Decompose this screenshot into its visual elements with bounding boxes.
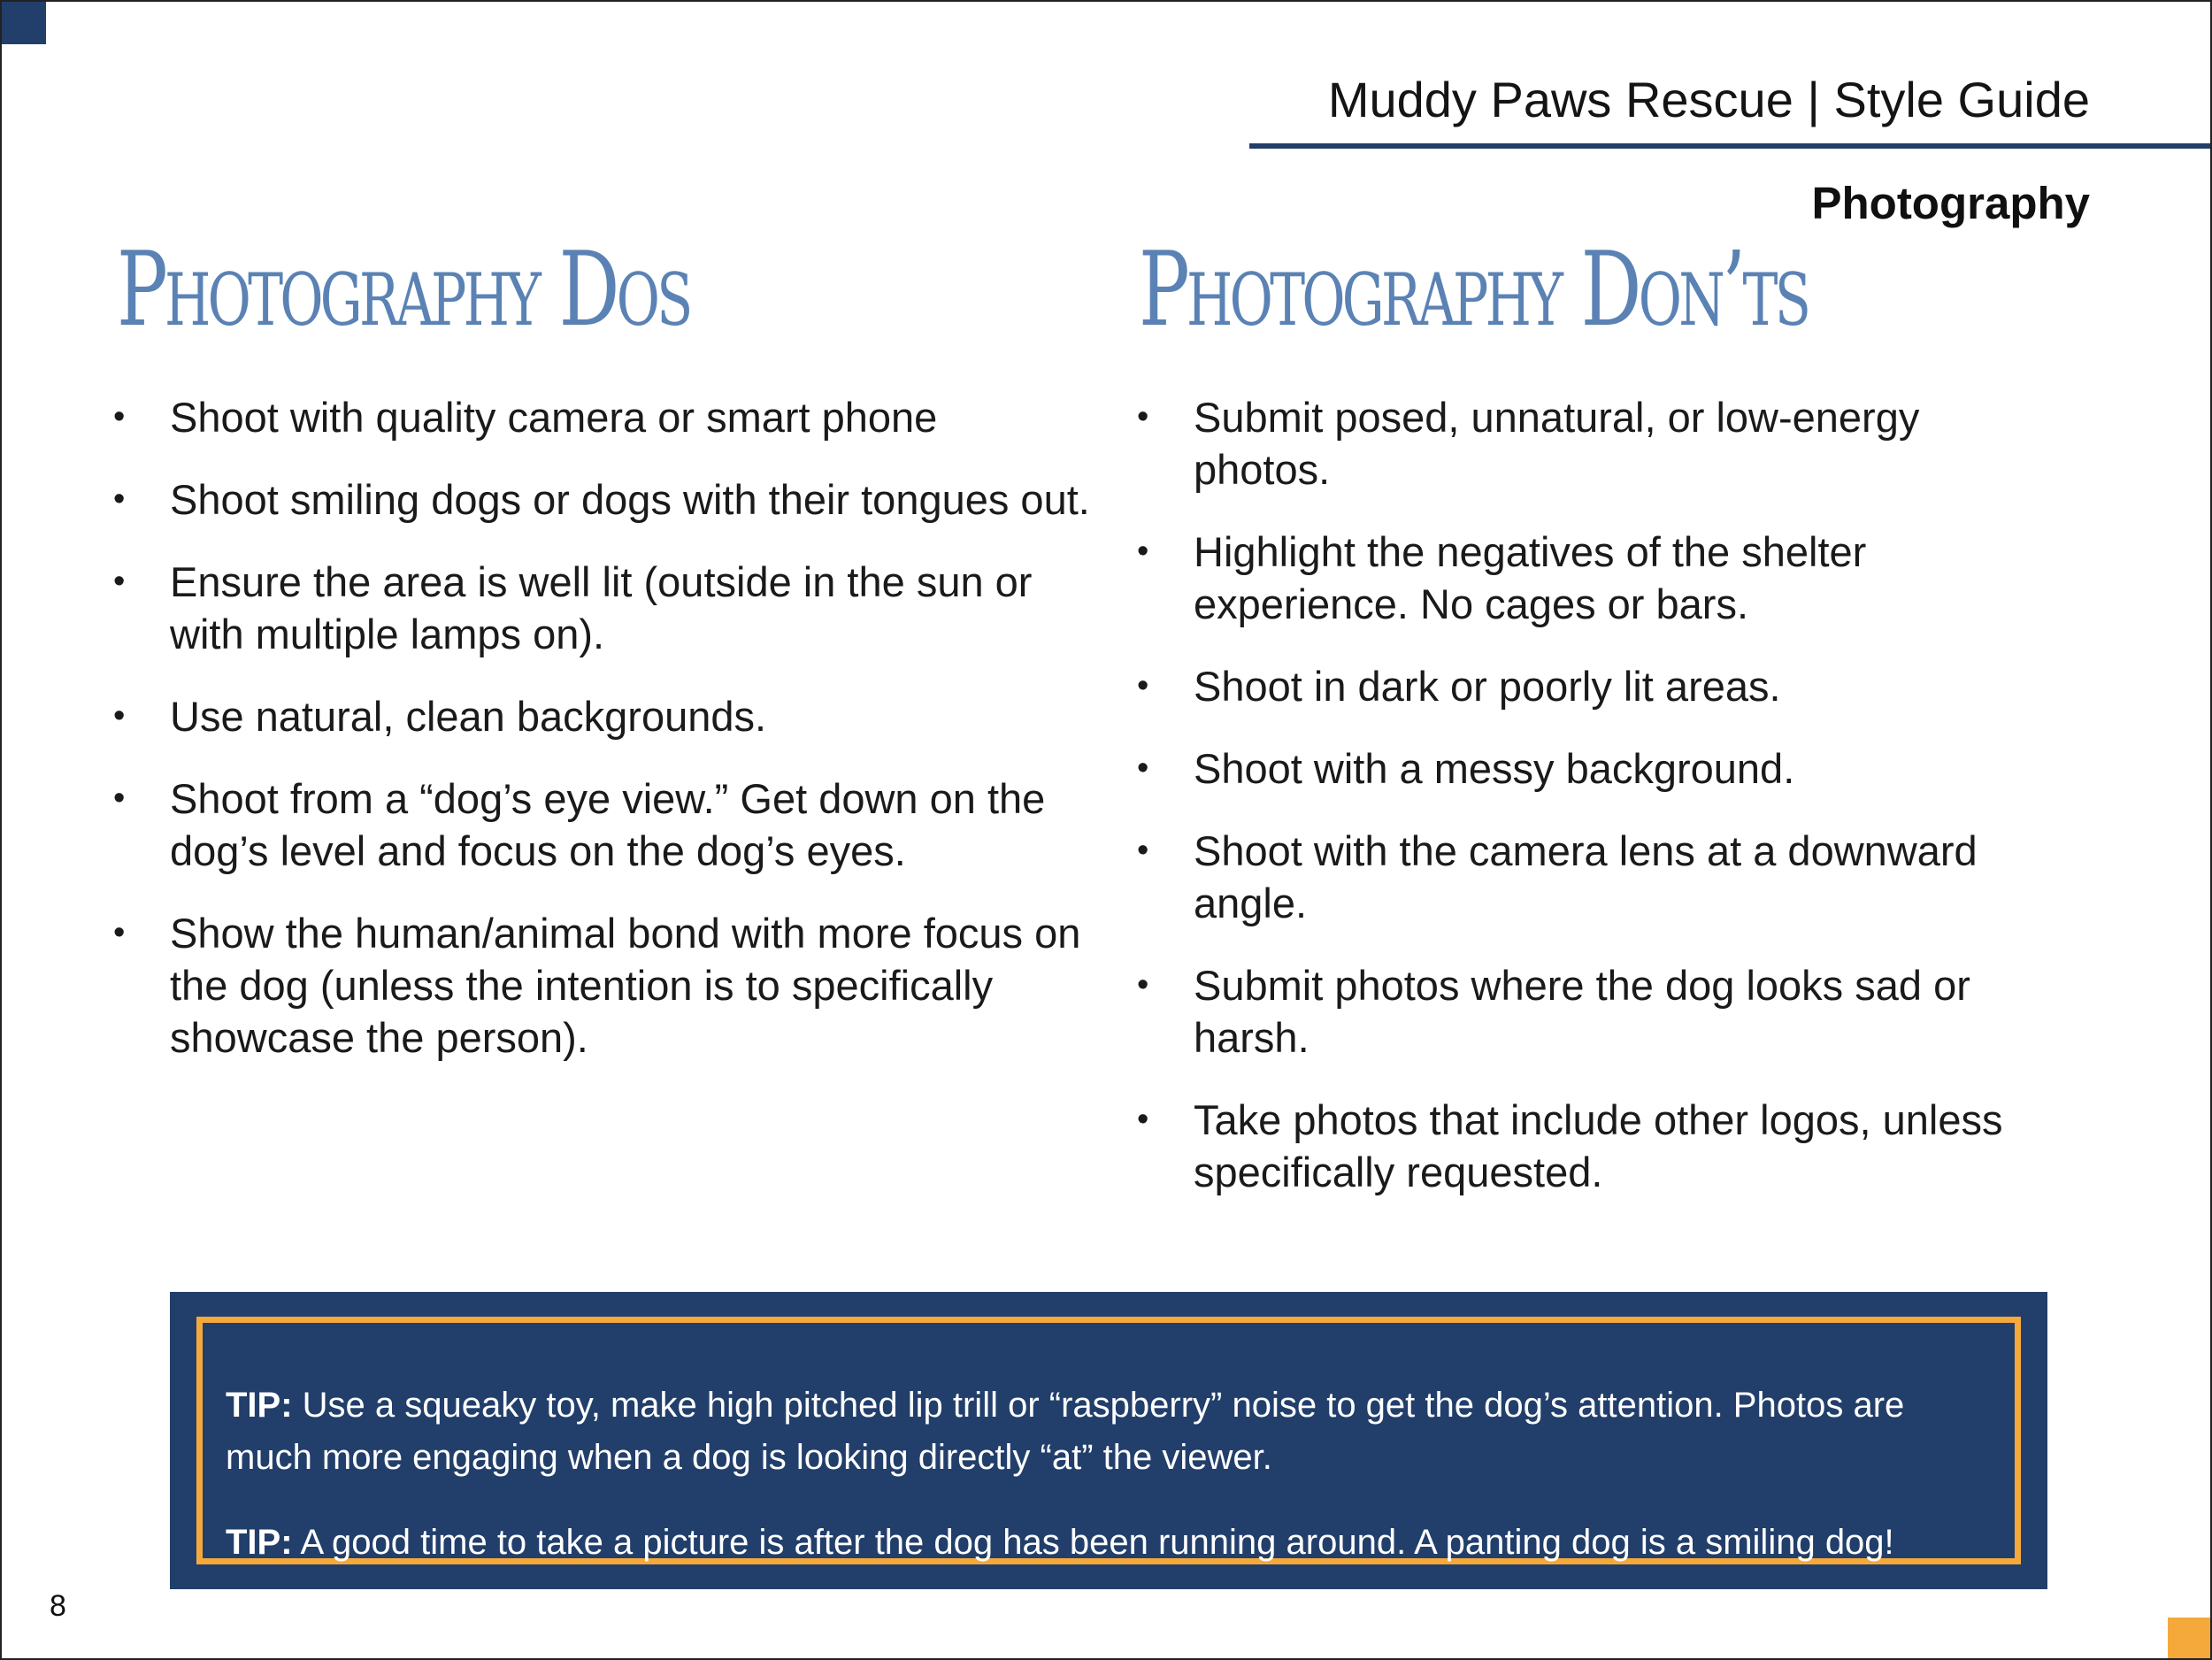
bullet-icon: •: [1137, 832, 1149, 869]
list-item: [113, 690, 1095, 742]
dos-item-text: Show the human/animal bond with more focus on the dog (unless the intention is to specifically showcase the person).: [170, 910, 1081, 1061]
bullet-icon: •: [1137, 533, 1149, 570]
bullet-icon: •: [113, 780, 126, 817]
corner-accent-bottom-right: [2168, 1618, 2210, 1658]
tip-label: TIP:: [226, 1386, 293, 1425]
photography-dos-heading: Photography Dos: [117, 230, 690, 350]
dos-item-text: Shoot from a “dog’s eye view.” Get down on the dog’s level and focus on the dog’s eyes.: [170, 775, 1046, 874]
list-item: [1137, 526, 2039, 630]
bullet-icon: •: [113, 697, 126, 734]
list-item: [113, 391, 1095, 443]
donts-item-text: Submit posed, unnatural, or low-energy photos.: [1194, 394, 1920, 493]
donts-item-text: Submit photos where the dog looks sad or harsh.: [1194, 962, 1970, 1061]
tip-text: A good time to take a picture is after the dog has been running around. A panting dog is a smiling dog!: [292, 1523, 1894, 1562]
list-item: [113, 772, 1095, 877]
dos-item-text: Use natural, clean backgrounds.: [170, 693, 767, 740]
bullet-icon: •: [113, 480, 126, 518]
donts-item-text: Shoot with the camera lens at a downward angle.: [1194, 827, 1978, 926]
tip-text: Use a squeaky toy, make high pitched lip trill or “raspberry” noise to get the dog’s attention. Photos are much more engaging when a dog is looking directly “at” the viewer.: [226, 1386, 1905, 1477]
list-item: [1137, 742, 2039, 795]
bullet-icon: •: [113, 563, 126, 600]
dos-item-text: Ensure the area is well lit (outside in the sun or with multiple lamps on).: [170, 558, 1033, 657]
page-number: 8: [50, 1589, 66, 1623]
donts-item-text: Shoot with a messy background.: [1194, 745, 1795, 792]
list-item: [113, 556, 1095, 660]
dos-list: [113, 391, 1095, 1094]
donts-item-text: Highlight the negatives of the shelter experience. No cages or bars.: [1194, 528, 1867, 627]
tip-paragraph: [226, 1379, 1992, 1484]
donts-list: [1137, 391, 2039, 1228]
section-label: Photography: [1811, 178, 2090, 228]
bullet-icon: •: [113, 914, 126, 951]
corner-accent-top-left: [2, 2, 46, 44]
tip-label: TIP:: [226, 1523, 293, 1562]
tip-callout-border: [196, 1317, 2021, 1564]
donts-item-text: Take photos that include other logos, unless specifically requested.: [1194, 1096, 2003, 1195]
bullet-icon: •: [1137, 749, 1149, 787]
list-item: [1137, 825, 2039, 929]
photography-donts-heading: Photography Don’ts: [1139, 230, 1809, 350]
list-item: [1137, 391, 2039, 496]
bullet-icon: •: [1137, 667, 1149, 704]
bullet-icon: •: [1137, 966, 1149, 1003]
list-item: [1137, 959, 2039, 1064]
list-item: [113, 907, 1095, 1064]
header-divider: [1249, 143, 2210, 149]
bullet-icon: •: [1137, 398, 1149, 435]
donts-item-text: Shoot in dark or poorly lit areas.: [1194, 663, 1781, 710]
list-item: [1137, 660, 2039, 712]
tip-paragraph: [226, 1517, 1992, 1569]
document-header-title: Muddy Paws Rescue | Style Guide: [1327, 72, 2090, 127]
dos-item-text: Shoot with quality camera or smart phone: [170, 394, 938, 441]
tip-callout: [170, 1292, 2047, 1589]
bullet-icon: •: [113, 398, 126, 435]
list-item: [1137, 1094, 2039, 1198]
bullet-icon: •: [1137, 1101, 1149, 1138]
dos-item-text: Shoot smiling dogs or dogs with their tongues out.: [170, 476, 1090, 523]
list-item: [113, 473, 1095, 526]
